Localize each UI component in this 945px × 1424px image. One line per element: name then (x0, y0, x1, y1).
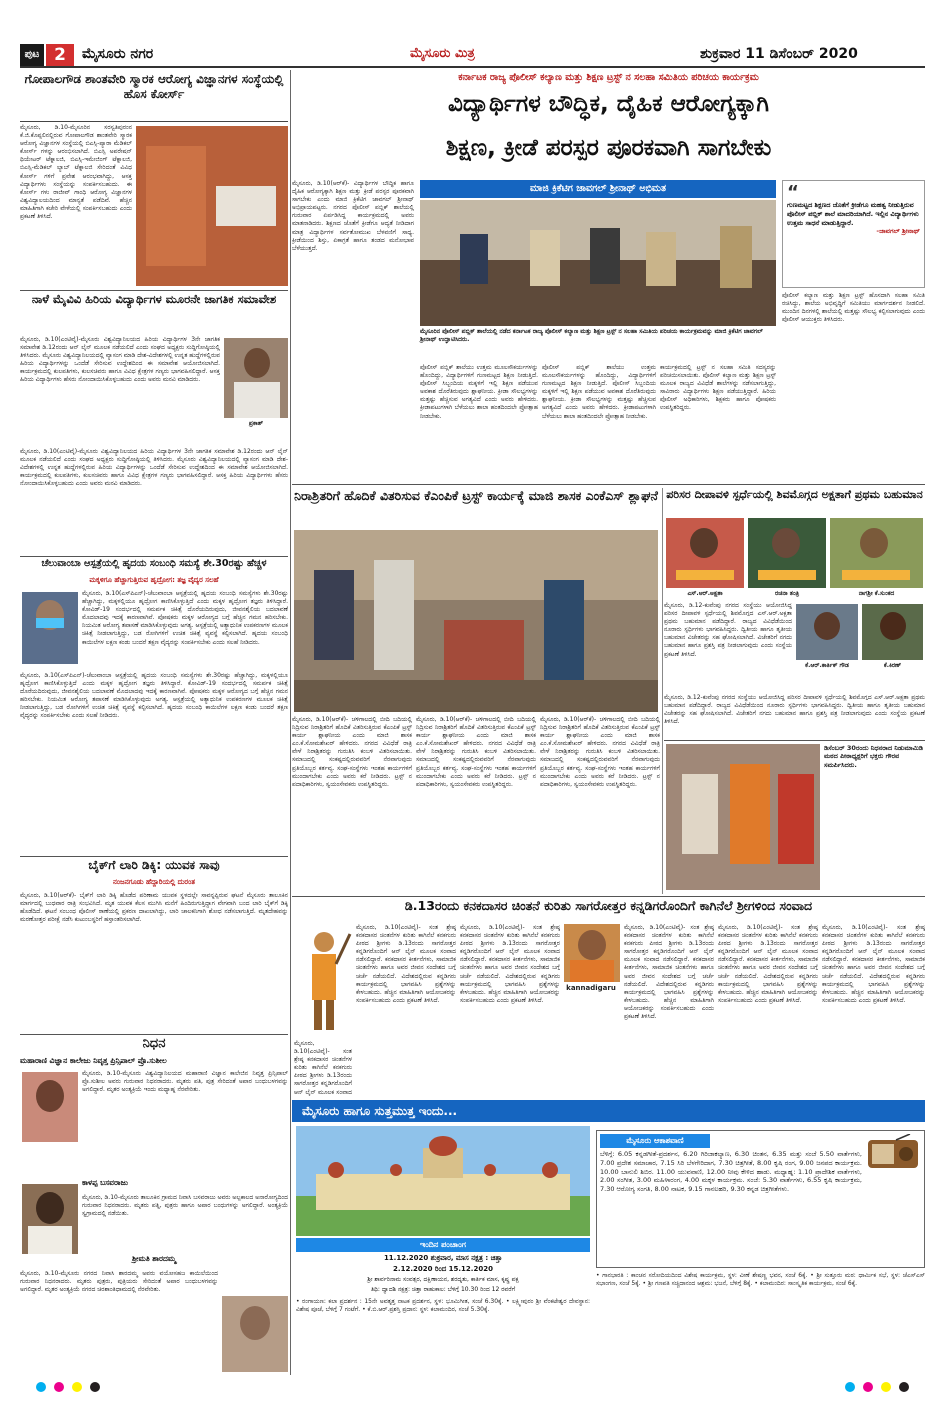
panchanga-bar: ಇಂದಿನ ಪಂಚಾಂಗ (296, 1238, 590, 1252)
cyan-mark-icon (845, 1382, 855, 1392)
lead-quote-box (782, 180, 925, 288)
quote-mark-icon: “ (787, 182, 799, 203)
listings-body: • ಗಾನಭಾರತಿ : ಕಾಂಚನ ಸರೋದಿಯದಿಂದ ವಿಶೇಷ ಕಾರ್ಯಕ್ರಮ, ಸ್ಥಳ: ವೀಣೆ ಶೇಷಣ್ಣ ಭವನ, ಸಂಜೆ 6ಕ್ಕೆ. • ಶ್ರೀ ಸುತ್ತೂರು ಮಠ: ಧಾರ್ಮಿಕ ಸಭೆ, ಸ್ಥಳ: ಜೆಎಸ್ಎಸ್ ಸಭಾಂಗಣ, ಸಂಜೆ 5ಕ್ಕೆ. • ಶ್ರೀ ಗಣಪತಿ ಸಚ್ಚಿದಾನಂದ ಆಶ್ರಮ: ಭಜನೆ, ಬೆಳಿಗ್ಗೆ 8ಕ್ಕೆ. • ಕಲಾಮಂದಿರ: ಸಾಂಸ್ಕೃತಿಕ ಕಾರ್ಯಕ್ರಮ, ಸಂಜೆ 6ಕ್ಕೆ. (596, 1272, 925, 1288)
paper-name: ಮೈಸೂರು ಮಿತ್ರ (410, 46, 475, 61)
column-rule (662, 488, 663, 894)
section-title: ಮೈಸೂರು ನಗರ (82, 46, 154, 62)
blanket-headline: ನಿರಾಶ್ರಿತರಿಗೆ ಹೊದಿಕೆ ವಿತರಿಸುವ ಕೆಎಂಪಿಕೆ ಟ್ರಸ್ಟ್ ಕಾರ್ಯಕ್ಕೆ ಮಾಜಿ ಶಾಸಕ ಎಂಕೆಎಸ್ ಶ್ಲಾಘನೆ (294, 488, 658, 503)
diwali-body: ಮೈಸೂರು, ಡಿ.12-ಕುವೆಂಪು ನಗರದ ಸಂಸ್ಥೆಯು ಆಯೋಜಿಸಿದ್ದ ಪರಿಸರ ದೀಪಾವಳಿ ಸ್ಪರ್ಧೆಯಲ್ಲಿ ಶಿವಮೊಗ್ಗದ ಎಸ್.ಆರ್.ಅಕ್ಷತಾ ಪ್ರಥಮ ಬಹುಮಾನ ಪಡೆದಿದ್ದಾರೆ. ರಾಜ್ಯದ ವಿವಿಧೆಡೆಯಿಂದ ನೂರಾರು ಸ್ಪರ್ಧಿಗಳು ಭಾಗವಹಿಸಿದ್ದರು. ದ್ವಿತೀಯ ಹಾಗೂ ತೃತೀಯ ಬಹುಮಾನ ವಿಜೇತರನ್ನು ಸಹ ಘೋಷಿಸಲಾಗಿದೆ. ವಿಜೇತರಿಗೆ ನಗದು ಬಹುಮಾನ ಹಾಗೂ ಪ್ರಶಸ್ತಿ ಪತ್ರ ನೀಡಲಾಗುವುದು ಎಂದು ಸಂಸ್ಥೆಯ ಪ್ರಕಟಣೆ ತಿಳಿಸಿದೆ. (664, 602, 792, 658)
divider (20, 290, 288, 291)
events-body: • ರಂಗಾಯಣ: ಕಲಾ ಪ್ರದರ್ಶನ : 15ನೇ ಅವತೃತ್ತ ನಾಟಕ ಪ್ರದರ್ಶನ, ಸ್ಥಳ: ಭೂಮಿಗೀತ, ಸಂಜೆ 6.30ಕ್ಕೆ. • ಲಕ್ಷ್ಮೀಪುರಂ ಶ್ರೀ ವೆಂಕಟೇಶ್ವರ ದೇವಸ್ಥಾನ: ವಿಶೇಷ ಪೂಜೆ, ಬೆಳಿಗ್ಗೆ 7 ಗಂಟೆಗೆ. • ಕೆ.ಬಿ.ಆರ್.ಪ್ರಶಸ್ತಿ ಪ್ರದಾನ: ಸ್ಥಳ: ಕಲಾಮಂದಿರ, ಸಂಜೆ 5.30ಕ್ಕೆ. (296, 1298, 590, 1314)
story-accident-subhead: ನಂಜನಗೂಡು ಹೆದ್ದಾರಿಯಲ್ಲಿ ದುರಂತ (113, 878, 195, 886)
radio-body: ಬೆಳಿಗ್ಗೆ: 6.05 ಕನ್ನಡಗೀತೆ-ಪ್ರದರ್ಶನ, 6.20 ಗಿರಿಜಾಕಲ್ಯಾಣ, 6.30 ಚಿಂತನ, 6.35 ಮತ್ತು ಸಂಜೆ 5.50 ವಾರ್ತೆಗಳು, 7.00 ಪ್ರದೇಶ ಸಮಾಚಾರ, 7.15 ಸಿರಿ ಬೆಳಗೇರಿದಾಗ, 7.30 ಚಿತ್ರಗೀತೆ, 8.00 ಕೃಷಿ ರಂಗ, 9.00 ಜನಪದ ಕಾರ್ಯಕ್ರಮ. 10.00 ಬಾನುಲಿ ಶಿಬಿರ. 11.00 ಯುವವಾಣಿ, 12.00 ನೀವು ಕೇಳಿದ ಹಾಡು. ಮಧ್ಯಾಹ್ನ: 1.10 ಪ್ರಾದೇಶಿಕ ವಾರ್ತೆಗಳು, 2.00 ಸಂಗೀತ, 3.00 ಮಹಿಳಾರಂಗ, 4.00 ಮಕ್ಕಳ ಕಾರ್ಯಕ್ರಮ. ಸಂಜೆ: 5.30 ವಾರ್ತೆಗಳು, 6.55 ಕೃಷಿ ಕಾರ್ಯಕ್ರಮ, 7.30 ಆರೋಗ್ಯ ಸಂಗತಿ, 8.00 ನಾಟಕ, 9.15 ಗಾನಲಹರಿ, 9.30 ಕನ್ನಡ ಚಿತ್ರಗೀತೆಗಳು. (600, 1150, 862, 1194)
story-accident-body: ಮೈಸೂರು, ಡಿ.10(ಆರ್‌ಕೆ)- ಬೈಕ್‌ಗೆ ಲಾರಿ ಡಿಕ್ಕಿ ಹೊಡೆದ ಪರಿಣಾಮ ಯುವಕ ಸ್ಥಳದಲ್ಲೇ ಸಾವನ್ನಪ್ಪಿರುವ ಘಟನೆ ಮೈಸೂರು ತಾಲೂಕಿನ ಮಾರ್ಗದಲ್ಲಿ ಬುಧವಾರ ರಾತ್ರಿ ಸಂಭವಿಸಿದೆ. ಮೃತ ಯುವಕ ಕೆಲಸ ಮುಗಿಸಿ ಮನೆಗೆ ಹಿಂದಿರುಗುತ್ತಿದ್ದಾಗ ವೇಗವಾಗಿ ಬಂದ ಲಾರಿ ಬೈಕ್‌ಗೆ ಡಿಕ್ಕಿ ಹೊಡೆದಿದೆ. ಘಟನೆ ಸಂಬಂಧ ಪೊಲೀಸ್ ಠಾಣೆಯಲ್ಲಿ ಪ್ರಕರಣ ದಾಖಲಾಗಿದ್ದು, ಲಾರಿ ಚಾಲಕನಿಗಾಗಿ ಶೋಧ ನಡೆಸಲಾಗುತ್ತಿದೆ. ಮೃತದೇಹವನ್ನು ಮರಣೋತ್ತರ ಪರೀಕ್ಷೆ ನಡೆಸಿ ಕುಟುಂಬಸ್ಥರಿಗೆ ಹಸ್ತಾಂತರಿಸಲಾಗಿದೆ. (20, 892, 288, 924)
divider (20, 1034, 288, 1035)
story-heart-headline: ಚೆಲುವಾಂಬಾ ಆಸ್ಪತ್ರೆಯಲ್ಲಿ ಹೃದಯ ಸಂಬಂಧಿ ಸಮಸ್ಯೆ ಶೇ.30ರಷ್ಟು ಹೆಚ್ಚಳ (41, 558, 267, 569)
winner-2-caption: ರಚನಾ ತಂತ್ರಿ (774, 590, 800, 597)
lead-body-col3: ಕಾರ್ಯಕ್ರಮದಲ್ಲಿ ಟ್ರಸ್ಟ್ ನ ಸಲಹಾ ಸಮಿತಿ ಸದಸ್ಯರನ್ನು ಪರಿಚಯಿಸಲಾಯಿತು. ಪೊಲೀಸ್ ಕಲ್ಯಾಣ ಮತ್ತು ಶಿಕ್ಷಣ ಟ್ರಸ್ಟ್ ಮೂಲಕ ರಾಜ್ಯದ ವಿವಿಧೆಡೆ ಶಾಲೆಗಳನ್ನು ನಡೆಸಲಾಗುತ್ತಿದ್ದು, ಸಾವಿರಾರು ವಿದ್ಯಾರ್ಥಿಗಳು ಶಿಕ್ಷಣ ಪಡೆಯುತ್ತಿದ್ದಾರೆ. ಹಿರಿಯ ಪೊಲೀಸ್ ಅಧಿಕಾರಿಗಳು, ಶಿಕ್ಷಕರು ಹಾಗೂ ಪೋಷಕರು ಉಪಸ್ಥಿತರಿದ್ದರು. (660, 364, 776, 412)
doctor-photo (22, 592, 78, 664)
kanaka-body-col0: ಮೈಸೂರು, ಡಿ.10(ಎಂಟಿವೈ)- ಸಂತ ಶ್ರೇಷ್ಠ ಕನಕದಾಸರ ಚಿಂತನೆಗಳ ಕುರಿತು ಕಾಗಿನೆಲೆ ಕನಕಗುರು ಪೀಠದ ಶ್ರೀಗಳು ಡಿ.13ರಂದು ಸಾಗರೋತ್ತರ ಕನ್ನಡಿಗರೊಂದಿಗೆ ಆನ್ ಲೈನ್ ಮೂಲಕ ಸಂವಾದ (294, 1040, 352, 1096)
divider (664, 740, 925, 741)
story-heart-subhead: ಮಕ್ಕಳಿಗೂ ಹೆಚ್ಚಾಗುತ್ತಿರುವ ಹೃದ್ರೋಗ: ತಜ್ಞ ವೈದ್ಯರ ಸಲಹೆ (89, 576, 219, 584)
building-photo (136, 126, 288, 286)
kanaka-body-col3: ಮೈಸೂರು, ಡಿ.10(ಎಂಟಿವೈ)- ಸಂತ ಶ್ರೇಷ್ಠ ಕನಕದಾಸರ ಚಿಂತನೆಗಳ ಕುರಿತು ಕಾಗಿನೆಲೆ ಕನಕಗುರು ಪೀಠದ ಶ್ರೀಗಳು ಡಿ.13ರಂದು ಸಾಗರೋತ್ತರ ಕನ್ನಡಿಗರೊಂದಿಗೆ ಆನ್ ಲೈನ್ ಮೂಲಕ ಸಂವಾದ ನಡೆಸಲಿದ್ದಾರೆ. ಕನಕದಾಸರ ಕೀರ್ತನೆಗಳು, ಸಾಮಾಜಿಕ ಚಿಂತನೆಗಳು ಹಾಗೂ ಅವರ ಜೀವನ ಸಂದೇಶದ ಬಗ್ಗೆ ಚರ್ಚೆ ನಡೆಯಲಿದೆ. ವಿದೇಶದಲ್ಲಿರುವ ಕನ್ನಡಿಗರು ಕಾರ್ಯಕ್ರಮದಲ್ಲಿ ಭಾಗವಹಿಸಿ ಪ್ರಶ್ನೆಗಳನ್ನು ಕೇಳಬಹುದು. ಹೆಚ್ಚಿನ ಮಾಹಿತಿಗಾಗಿ ಆಯೋಜಕರನ್ನು ಸಂಪರ್ಕಿಸಬಹುದು ಎಂದು ಪ್ರಕಟಣೆ ತಿಳಿಸಿದೆ. (624, 924, 714, 1021)
divider (292, 484, 925, 485)
lead-body-col2: ಪೊಲೀಸ್ ಪಬ್ಲಿಕ್ ಶಾಲೆಯು ಉತ್ತಮ ಮೂಲಸೌಕರ್ಯಗಳನ್ನು ಹೊಂದಿದ್ದು, ವಿದ್ಯಾರ್ಥಿಗಳಿಗೆ ಗುಣಮಟ್ಟದ ಶಿಕ್ಷಣ ನೀಡುತ್ತಿದೆ. ಪೊಲೀಸ್ ಸಿಬ್ಬಂದಿಯ ಮಕ್ಕಳಿಗೆ ಇಲ್ಲಿ ಶಿಕ್ಷಣ ಪಡೆಯುವ ಅವಕಾಶ ದೊರೆತಿರುವುದು ಶ್ಲಾಘನೀಯ. ಕ್ರೀಡಾ ಸೌಲಭ್ಯಗಳನ್ನು ಮತ್ತಷ್ಟು ಹೆಚ್ಚಿಸುವ ಅಗತ್ಯವಿದೆ ಎಂದು ಅವರು ಹೇಳಿದರು. ಕ್ರೀಡಾಪಟುಗಳಾಗಿ ಬೆಳೆಯಲು ಶಾಲಾ ಹಂತದಿಂದಲೇ ಪ್ರೋತ್ಸಾಹ ನೀಡಬೇಕು. (420, 364, 538, 420)
kanaka-body-col1: ಮೈಸೂರು, ಡಿ.10(ಎಂಟಿವೈ)- ಸಂತ ಶ್ರೇಷ್ಠ ಕನಕದಾಸರ ಚಿಂತನೆಗಳ ಕುರಿತು ಕಾಗಿನೆಲೆ ಕನಕಗುರು ಪೀಠದ ಶ್ರೀಗಳು ಡಿ.13ರಂದು ಸಾಗರೋತ್ತರ ಕನ್ನಡಿಗರೊಂದಿಗೆ ಆನ್ ಲೈನ್ ಮೂಲಕ ಸಂವಾದ ನಡೆಸಲಿದ್ದಾರೆ. ಕನಕದಾಸರ ಕೀರ್ತನೆಗಳು, ಸಾಮಾಜಿಕ ಚಿಂತನೆಗಳು ಹಾಗೂ ಅವರ ಜೀವನ ಸಂದೇಶದ ಬಗ್ಗೆ ಚರ್ಚೆ ನಡೆಯಲಿದೆ. ವಿದೇಶದಲ್ಲಿರುವ ಕನ್ನಡಿಗರು ಕಾರ್ಯಕ್ರಮದಲ್ಲಿ ಭಾಗವಹಿಸಿ ಪ್ರಶ್ನೆಗಳನ್ನು ಕೇಳಬಹುದು. ಹೆಚ್ಚಿನ ಮಾಹಿತಿಗಾಗಿ ಆಯೋಜಕರನ್ನು ಸಂಪರ್ಕಿಸಬಹುದು ಎಂದು ಪ್ರಕಟಣೆ ತಿಳಿಸಿದೆ. (356, 924, 456, 1004)
lead-headline-2: ಶಿಕ್ಷಣ, ಕ್ರೀಡೆ ಪರಸ್ಪರ ಪೂರಕವಾಗಿ ಸಾಗಬೇಕು (445, 135, 772, 161)
winner-3-photo (830, 518, 923, 588)
blanket-photo (294, 530, 658, 712)
cyan-mark-icon (36, 1382, 46, 1392)
story-heart-body-cont: ಮೈಸೂರು, ಡಿ.10(ಎಸ್‌ಪಿಎನ್)-ಚೆಲುವಾಂಬಾ ಆಸ್ಪತ್ರೆಯಲ್ಲಿ ಹೃದಯ ಸಂಬಂಧಿ ಸಮಸ್ಯೆಗಳು ಶೇ.30ರಷ್ಟು ಹೆಚ್ಚಾಗಿದ್ದು, ಮಕ್ಕಳಲ್ಲಿಯೂ ಹೃದ್ರೋಗ ಕಾಣಿಸಿಕೊಳ್ಳುತ್ತಿದೆ ಎಂದು ಮಕ್ಕಳ ಹೃದ್ರೋಗ ತಜ್ಞರು ತಿಳಿಸಿದ್ದಾರೆ. ಕೋವಿಡ್-19 ಸಂದರ್ಭದಲ್ಲಿ ಸಮರ್ಪಕ ಚಿಕಿತ್ಸೆ ದೊರೆಯದಿರುವುದು, ಜೀವನಶೈಲಿಯ ಬದಲಾವಣೆ ಮೊದಲಾದವು ಇದಕ್ಕೆ ಕಾರಣವಾಗಿವೆ. ಪೋಷಕರು ಮಕ್ಕಳ ಆರೋಗ್ಯದ ಬಗ್ಗೆ ಹೆಚ್ಚಿನ ಗಮನ ಹರಿಸಬೇಕು. ನಿಯಮಿತ ಆರೋಗ್ಯ ತಪಾಸಣೆ ಮಾಡಿಸಿಕೊಳ್ಳುವುದು ಅಗತ್ಯ. ಆಸ್ಪತ್ರೆಯಲ್ಲಿ ಅತ್ಯಾಧುನಿಕ ಉಪಕರಣಗಳ ಮೂಲಕ ಚಿಕಿತ್ಸೆ ನೀಡಲಾಗುತ್ತಿದ್ದು, ಬಡ ರೋಗಿಗಳಿಗೆ ಉಚಿತ ಚಿಕಿತ್ಸೆ ವ್ಯವಸ್ಥೆ ಕಲ್ಪಿಸಲಾಗಿದೆ. ಹೃದಯ ಸಂಬಂಧಿ ಕಾಯಿಲೆಗಳ ಲಕ್ಷಣ ಕಂಡು ಬಂದರೆ ತಕ್ಷಣ ವೈದ್ಯರನ್ನು ಸಂಪರ್ಕಿಸಬೇಕು ಎಂದು ಸಲಹೆ ನೀಡಿದರು. (20, 672, 288, 720)
kanaka-headline: ಡಿ.13ರಂದು ಕನಕದಾಸರ ಚಿಂತನೆ ಕುರಿತು ಸಾಗರೋತ್ತರ ಕನ್ನಡಿಗರೊಂದಿಗೆ ಕಾಗಿನೆಲೆ ಶ್ರೀಗಳಿಂದ ಸಂವಾದ (404, 898, 813, 913)
lead-quote-attribution: -ಜಾವಗಲ್ ಶ್ರೀನಾಥ್ (876, 227, 920, 236)
diwali-body-cont: ಮೈಸೂರು, ಡಿ.12-ಕುವೆಂಪು ನಗರದ ಸಂಸ್ಥೆಯು ಆಯೋಜಿಸಿದ್ದ ಪರಿಸರ ದೀಪಾವಳಿ ಸ್ಪರ್ಧೆಯಲ್ಲಿ ಶಿವಮೊಗ್ಗದ ಎಸ್.ಆರ್.ಅಕ್ಷತಾ ಪ್ರಥಮ ಬಹುಮಾನ ಪಡೆದಿದ್ದಾರೆ. ರಾಜ್ಯದ ವಿವಿಧೆಡೆಯಿಂದ ನೂರಾರು ಸ್ಪರ್ಧಿಗಳು ಭಾಗವಹಿಸಿದ್ದರು. ದ್ವಿತೀಯ ಹಾಗೂ ತೃತೀಯ ಬಹುಮಾನ ವಿಜೇತರನ್ನು ಸಹ ಘೋಷಿಸಲಾಗಿದೆ. ವಿಜೇತರಿಗೆ ನಗದು ಬಹುಮಾನ ಹಾಗೂ ಪ್ರಶಸ್ತಿ ಪತ್ರ ನೀಡಲಾಗುವುದು ಎಂದು ಸಂಸ್ಥೆಯ ಪ್ರಕಟಣೆ ತಿಳಿಸಿದೆ. (664, 694, 925, 726)
swamiji-photo (666, 744, 820, 890)
diwali-headline: ಪರಿಸರ ದೀಪಾವಳಿ ಸ್ಪರ್ಧೆಯಲ್ಲಿ ಶಿವಮೊಗ್ಗದ ಅಕ್ಷತಾಗೆ ಪ್ರಥಮ ಬಹುಮಾನ (666, 488, 923, 501)
palace-illustration (296, 1126, 590, 1236)
blanket-body-col3: ಮೈಸೂರು, ಡಿ.10(ಆರ್‌ಕೆ)- ಚಳಿಗಾಲದಲ್ಲಿ ಬೀದಿ ಬದಿಯಲ್ಲಿ ನಿದ್ರಿಸುವ ನಿರಾಶ್ರಿತರಿಗೆ ಹೊದಿಕೆ ವಿತರಿಸುತ್ತಿರುವ ಕೆಎಂಪಿಕೆ ಟ್ರಸ್ಟ್ ಕಾರ್ಯ ಶ್ಲಾಘನೀಯ ಎಂದು ಮಾಜಿ ಶಾಸಕ ಎಂ.ಕೆ.ಸೋಮಶೇಖರ್ ಹೇಳಿದರು. ನಗರದ ವಿವಿಧೆಡೆ ರಾತ್ರಿ ವೇಳೆ ನಿರಾಶ್ರಿತರನ್ನು ಗುರುತಿಸಿ ಕಂಬಳಿ ವಿತರಿಸಲಾಯಿತು. ಸಮಾಜದಲ್ಲಿ ಸಂಕಷ್ಟದಲ್ಲಿರುವವರಿಗೆ ನೆರವಾಗುವುದು ಪ್ರತಿಯೊಬ್ಬರ ಕರ್ತವ್ಯ. ಸಂಘ-ಸಂಸ್ಥೆಗಳು ಇಂತಹ ಕಾರ್ಯಗಳಿಗೆ ಮುಂದಾಗಬೇಕು ಎಂದು ಅವರು ಕರೆ ನೀಡಿದರು. ಟ್ರಸ್ಟ್ ನ ಪದಾಧಿಕಾರಿಗಳು, ಸ್ವಯಂಸೇವಕರು ಉಪಸ್ಥಿತರಿದ್ದರು. (540, 716, 660, 788)
radio-title: ಮೈಸೂರು ಆಕಾಶವಾಣಿ (600, 1134, 710, 1148)
yellow-mark-icon (72, 1382, 82, 1392)
story-alumni-body-cont: ಮೈಸೂರು, ಡಿ.10(ಎಂಟಿವೈ)-ಮೈಸೂರು ವಿಶ್ವವಿದ್ಯಾನಿಲಯದ ಹಿರಿಯ ವಿದ್ಯಾರ್ಥಿಗಳ 3ನೇ ಜಾಗತಿಕ ಸಮಾವೇಶ ಡಿ.12ರಂದು ಆನ್ ಲೈನ್ ಮೂಲಕ ನಡೆಯಲಿದೆ ಎಂದು ಸಂಘದ ಅಧ್ಯಕ್ಷರು ಸುದ್ದಿಗೋಷ್ಠಿಯಲ್ಲಿ ತಿಳಿಸಿದರು. ಮೈಸೂರು ವಿಶ್ವವಿದ್ಯಾನಿಲಯದಲ್ಲಿ ವ್ಯಾಸಂಗ ಮಾಡಿ ದೇಶ-ವಿದೇಶಗಳಲ್ಲಿ ಉನ್ನತ ಹುದ್ದೆಗಳಲ್ಲಿರುವ ಹಿರಿಯ ವಿದ್ಯಾರ್ಥಿಗಳನ್ನು ಒಂದೆಡೆ ಸೇರಿಸುವ ಉದ್ದೇಶದಿಂದ ಈ ಸಮಾವೇಶ ಆಯೋಜಿಸಲಾಗಿದೆ. ಕಾರ್ಯಕ್ರಮದಲ್ಲಿ ಕುಲಪತಿಗಳು, ಕುಲಸಚಿವರು ಹಾಗೂ ವಿವಿಧ ಕ್ಷೇತ್ರಗಳ ಗಣ್ಯರು ಭಾಗವಹಿಸಲಿದ್ದಾರೆ. ಆಸಕ್ತ ಹಿರಿಯ ವಿದ್ಯಾರ್ಥಿಗಳು ಹೆಸರು ನೋಂದಾಯಿಸಿಕೊಳ್ಳಬಹುದು ಎಂದು ಅವರು ಮನವಿ ಮಾಡಿದರು. (20, 448, 288, 488)
divider (20, 556, 288, 557)
obituary-2-name: ಕಾಳಪ್ಪ ಬಸವರಾಜು (82, 1178, 129, 1187)
obituary-3-name: ಶ್ರೀಮತಿ ಶಾರದಮ್ಮ (131, 1254, 177, 1263)
lead-headline-1: ವಿದ್ಯಾರ್ಥಿಗಳ ಬೌದ್ಧಿಕ, ದೈಹಿಕ ಆರೋಗ್ಯಕ್ಕಾಗಿ (448, 91, 769, 117)
obituary-1-photo (22, 1072, 78, 1142)
lead-body-col1: ಮೈಸೂರು, ಡಿ.10(ಆರ್‌ಕೆ)- ವಿದ್ಯಾರ್ಥಿಗಳ ಬೌದ್ಧಿಕ ಹಾಗೂ ದೈಹಿಕ ಆರೋಗ್ಯಕ್ಕಾಗಿ ಶಿಕ್ಷಣ ಮತ್ತು ಕ್ರೀಡೆ ಪರಸ್ಪರ ಪೂರಕವಾಗಿ ಸಾಗಬೇಕು ಎಂದು ಮಾಜಿ ಕ್ರಿಕೆಟಿಗ ಜಾವಗಲ್ ಶ್ರೀನಾಥ್ ಅಭಿಪ್ರಾಯಪಟ್ಟರು. ನಗರದ ಪೊಲೀಸ್ ಪಬ್ಲಿಕ್ ಶಾಲೆಯಲ್ಲಿ ಗುರುವಾರ ಏರ್ಪಡಿಸಿದ್ದ ಕಾರ್ಯಕ್ರಮದಲ್ಲಿ ಅವರು ಮಾತನಾಡಿದರು. ಶಿಕ್ಷಣದ ಜೊತೆಗೆ ಕ್ರೀಡೆಗೂ ಆದ್ಯತೆ ನೀಡಿದಾಗ ಮಾತ್ರ ವಿದ್ಯಾರ್ಥಿಗಳ ಸರ್ವತೋಮುಖ ಬೆಳವಣಿಗೆ ಸಾಧ್ಯ. ಕ್ರೀಡೆಯಿಂದ ಶಿಸ್ತು, ಏಕಾಗ್ರತೆ ಹಾಗೂ ತಂಡದ ಮನೋಭಾವ ಬೆಳೆಯುತ್ತದೆ. (292, 180, 414, 252)
winner-2-photo (748, 518, 826, 588)
winner-1-photo (666, 518, 744, 588)
portrait-photo (224, 338, 288, 418)
lead-body-col4: ಪೊಲೀಸ್ ಕಲ್ಯಾಣ ಮತ್ತು ಶಿಕ್ಷಣ ಟ್ರಸ್ಟ್ ಹೊಸದಾಗಿ ಸಲಹಾ ಸಮಿತಿ ರಚಿಸಿದ್ದು, ಶಾಲೆಯ ಅಭಿವೃದ್ಧಿಗೆ ಸಮಿತಿಯು ಮಾರ್ಗದರ್ಶನ ನೀಡಲಿದೆ. ಮುಂದಿನ ದಿನಗಳಲ್ಲಿ ಶಾಲೆಯಲ್ಲಿ ಮತ್ತಷ್ಟು ಸೌಲಭ್ಯ ಕಲ್ಪಿಸಲಾಗುವುದು ಎಂದು ಪೊಲೀಸ್ ಆಯುಕ್ತರು ತಿಳಿಸಿದರು. (782, 292, 925, 324)
obituary-3-body: ಮೈಸೂರು, ಡಿ.10-ಮೈಸೂರು ನಗರದ ನಿವಾಸಿ ಶಾರದಮ್ಮ ಅವರು ವಯೋಸಹಜ ಕಾಯಿಲೆಯಿಂದ ಗುರುವಾರ ನಿಧನರಾದರು. ಮೃತರು ಪುತ್ರರು, ಪುತ್ರಿಯರು ಸೇರಿದಂತೆ ಅಪಾರ ಬಂಧುಬಳಗವನ್ನು ಅಗಲಿದ್ದಾರೆ. ಮೃತರ ಅಂತ್ಯಕ್ರಿಯೆ ನಗರದ ಚಿರಶಾಂತಿಧಾಮದಲ್ಲಿ ನೆರವೇರಿತು. (20, 1270, 218, 1294)
lead-bar: ಮಾಜಿ ಕ್ರಿಕೆಟಿಗ ಜಾವಗಲ್ ಶ್ರೀನಾಥ್ ಅಭಿಮತ (420, 180, 776, 198)
swamiji-portrait (564, 924, 620, 982)
obituary-2-body: ಮೈಸೂರು, ಡಿ.10-ಮೈಸೂರು ತಾಲೂಕಿನ ಗ್ರಾಮದ ನಿವಾಸಿ ಬಸವರಾಜು ಅವರು ಅಲ್ಪಕಾಲದ ಅನಾರೋಗ್ಯದಿಂದ ಗುರುವಾರ ನಿಧನರಾದರು. ಮೃತರು ಪತ್ನಿ, ಪುತ್ರರು ಹಾಗೂ ಅಪಾರ ಬಂಧುಗಳನ್ನು ಅಗಲಿದ್ದಾರೆ. ಅಂತ್ಯಕ್ರಿಯೆ ಸ್ವಗ್ರಾಮದಲ್ಲಿ ನಡೆಯಿತು. (82, 1194, 288, 1218)
magenta-mark-icon (54, 1382, 64, 1392)
black-mark-icon (90, 1382, 100, 1392)
lead-quote: ಗುಣಮಟ್ಟದ ಶಿಕ್ಷಣದ ಜೊತೆಗೆ ಕ್ರೀಡೆಗೂ ಮಹತ್ವ ನೀಡುತ್ತಿರುವ ಪೊಲೀಸ್ ಪಬ್ಲಿಕ್ ಶಾಲೆ ಮಾದರಿಯಾಗಿದೆ. ಇಲ್ಲಿನ ವಿದ್ಯಾರ್ಥಿಗಳು ಉತ್ತಮ ಸಾಧನೆ ಮಾಡುತ್ತಿದ್ದಾರೆ. (787, 201, 919, 227)
obituary-1-body: ಮೈಸೂರು, ಡಿ.10-ಮೈಸೂರು ವಿಶ್ವವಿದ್ಯಾನಿಲಯದ ಮಹಾರಾಣಿ ವಿಜ್ಞಾನ ಕಾಲೇಜಿನ ನಿವೃತ್ತ ಪ್ರಿನ್ಸಿಪಾಲ್ ಪ್ರೊ.ಸುಶೀಲ ಅವರು ಗುರುವಾರ ನಿಧನರಾದರು. ಮೃತರು ಪತಿ, ಪುತ್ರ ಸೇರಿದಂತೆ ಅಪಾರ ಬಂಧುಬಳಗವನ್ನು ಅಗಲಿದ್ದಾರೆ. ಮೃತರ ಅಂತ್ಯಕ್ರಿಯೆ ಇಂದು ಮಧ್ಯಾಹ್ನ ನೆರವೇರಿತು. (82, 1070, 288, 1094)
page-number: 2 (46, 44, 74, 66)
kanaka-illustration (294, 924, 352, 1034)
panchanga-line-4: ತಿಥಿ: ದ್ವಾದಶಿ ನಕ್ಷತ್ರ: ಚಿತ್ತಾ ರಾಹುಕಾಲ: ಬೆಳಿಗ್ಗೆ 10.30 ರಿಂದ 12 ರವರೆಗೆ (370, 1286, 516, 1293)
kanaka-body-col5: ಮೈಸೂರು, ಡಿ.10(ಎಂಟಿವೈ)- ಸಂತ ಶ್ರೇಷ್ಠ ಕನಕದಾಸರ ಚಿಂತನೆಗಳ ಕುರಿತು ಕಾಗಿನೆಲೆ ಕನಕಗುರು ಪೀಠದ ಶ್ರೀಗಳು ಡಿ.13ರಂದು ಸಾಗರೋತ್ತರ ಕನ್ನಡಿಗರೊಂದಿಗೆ ಆನ್ ಲೈನ್ ಮೂಲಕ ಸಂವಾದ ನಡೆಸಲಿದ್ದಾರೆ. ಕನಕದಾಸರ ಕೀರ್ತನೆಗಳು, ಸಾಮಾಜಿಕ ಚಿಂತನೆಗಳು ಹಾಗೂ ಅವರ ಜೀವನ ಸಂದೇಶದ ಬಗ್ಗೆ ಚರ್ಚೆ ನಡೆಯಲಿದೆ. ವಿದೇಶದಲ್ಲಿರುವ ಕನ್ನಡಿಗರು ಕಾರ್ಯಕ್ರಮದಲ್ಲಿ ಭಾಗವಹಿಸಿ ಪ್ರಶ್ನೆಗಳನ್ನು ಕೇಳಬಹುದು. ಹೆಚ್ಚಿನ ಮಾಹಿತಿಗಾಗಿ ಆಯೋಜಕರನ್ನು ಸಂಪರ್ಕಿಸಬಹುದು ಎಂದು ಪ್ರಕಟಣೆ ತಿಳಿಸಿದೆ. (822, 924, 925, 1004)
portrait-caption: ಪ್ರಕಾಶ್ (248, 420, 264, 427)
page-label: ಪುಟ (20, 44, 44, 66)
lead-kicker: ಕರ್ನಾಟಕ ರಾಜ್ಯ ಪೊಲೀಸ್ ಕಲ್ಯಾಣ ಮತ್ತು ಶಿಕ್ಷಣ ಟ್ರಸ್ಟ್ ನ ಸಲಹಾ ಸಮಿತಿಯ ಪರಿಚಯ ಕಾರ್ಯಕ್ರಮ (458, 72, 759, 83)
winner-4-caption: ಕೆ.ಆರ್.ಕಾರ್ತಿಕ್ ಗೌಡ (805, 662, 849, 669)
kanaka-photo-caption: kannadigaru (566, 984, 616, 992)
lead-photo-caption: ಮೈಸೂರಿನ ಪೊಲೀಸ್ ಪಬ್ಲಿಕ್ ಶಾಲೆಯಲ್ಲಿ ನಡೆದ ಕರ್ನಾಟಕ ರಾಜ್ಯ ಪೊಲೀಸ್ ಕಲ್ಯಾಣ ಮತ್ತು ಶಿಕ್ಷಣ ಟ್ರಸ್ಟ್ ನ ಸಲಹಾ ಸಮಿತಿಯ ಪರಿಚಯ ಕಾರ್ಯಕ್ರಮವನ್ನು ಮಾಜಿ ಕ್ರಿಕೆಟಿಗ ಜಾವಗಲ್ ಶ್ರೀನಾಥ್ ಉದ್ಘಾಟಿಸಿದರು. (420, 328, 763, 343)
radio-icon (866, 1134, 920, 1170)
lead-photo (420, 200, 776, 326)
story-gopalagowda-body: ಮೈಸೂರು, ಡಿ.10-ಮೈಸೂರಿನ ಸರಸ್ವತಿಪುರಂನ ಕೆ.ಜಿ.ಕೊಪ್ಪಲಿನಲ್ಲಿರುವ ಗೋಪಾಲಗೌಡ ಶಾಂತವೇರಿ ಸ್ಮಾರಕ ಆರೋಗ್ಯ ವಿಜ್ಞಾನಗಳ ಸಂಸ್ಥೆಯಲ್ಲಿ ಬಿಎಸ್ಸಿ-ಪ್ಯಾರಾ ಮೆಡಿಕಲ್ ಕೋರ್ಸ್ ಗಳನ್ನು ಆರಂಭಿಸಲಾಗಿದೆ. ಬಿಎಸ್ಸಿ ಅಪರೇಷನ್ ಥಿಯೇಟರ್ ಟೆಕ್ನಾಲಜಿ, ಬಿಎಸ್ಸಿ-ಇಮೇಜಿಂಗ್ ಟೆಕ್ನಾಲಜಿ, ಬಿಎಸ್ಸಿ-ಮೆಡಿಕಲ್ ಲ್ಯಾಬ್ ಟೆಕ್ನಾಲಜಿ ಸೇರಿದಂತೆ ವಿವಿಧ ಕೋರ್ಸ್ ಗಳಿಗೆ ಪ್ರವೇಶ ಆರಂಭವಾಗಿದ್ದು, ಆಸಕ್ತ ವಿದ್ಯಾರ್ಥಿಗಳು ಸಂಸ್ಥೆಯನ್ನು ಸಂಪರ್ಕಿಸಬಹುದು. ಈ ಕೋರ್ಸ್ ಗಳು ರಾಜೀವ್ ಗಾಂಧಿ ಆರೋಗ್ಯ ವಿಜ್ಞಾನಗಳ ವಿಶ್ವವಿದ್ಯಾಲಯದಿಂದ ಮಾನ್ಯತೆ ಪಡೆದಿವೆ. ಹೆಚ್ಚಿನ ಮಾಹಿತಿಗಾಗಿ ಕಚೇರಿ ವೇಳೆಯಲ್ಲಿ ಸಂಪರ್ಕಿಸಬಹುದು ಎಂದು ಪ್ರಕಟಣೆ ತಿಳಿಸಿದೆ. (20, 124, 132, 221)
today-bar: ಮೈಸೂರು ಹಾಗೂ ಸುತ್ತಮುತ್ತ ಇಂದು... (292, 1100, 925, 1122)
blanket-body-col1: ಮೈಸೂರು, ಡಿ.10(ಆರ್‌ಕೆ)- ಚಳಿಗಾಲದಲ್ಲಿ ಬೀದಿ ಬದಿಯಲ್ಲಿ ನಿದ್ರಿಸುವ ನಿರಾಶ್ರಿತರಿಗೆ ಹೊದಿಕೆ ವಿತರಿಸುತ್ತಿರುವ ಕೆಎಂಪಿಕೆ ಟ್ರಸ್ಟ್ ಕಾರ್ಯ ಶ್ಲಾಘನೀಯ ಎಂದು ಮಾಜಿ ಶಾಸಕ ಎಂ.ಕೆ.ಸೋಮಶೇಖರ್ ಹೇಳಿದರು. ನಗರದ ವಿವಿಧೆಡೆ ರಾತ್ರಿ ವೇಳೆ ನಿರಾಶ್ರಿತರನ್ನು ಗುರುತಿಸಿ ಕಂಬಳಿ ವಿತರಿಸಲಾಯಿತು. ಸಮಾಜದಲ್ಲಿ ಸಂಕಷ್ಟದಲ್ಲಿರುವವರಿಗೆ ನೆರವಾಗುವುದು ಪ್ರತಿಯೊಬ್ಬರ ಕರ್ತವ್ಯ. ಸಂಘ-ಸಂಸ್ಥೆಗಳು ಇಂತಹ ಕಾರ್ಯಗಳಿಗೆ ಮುಂದಾಗಬೇಕು ಎಂದು ಅವರು ಕರೆ ನೀಡಿದರು. ಟ್ರಸ್ಟ್ ನ ಪದಾಧಿಕಾರಿಗಳು, ಸ್ವಯಂಸೇವಕರು ಉಪಸ್ಥಿತರಿದ್ದರು. (292, 716, 412, 788)
magenta-mark-icon (863, 1382, 873, 1392)
registration-strip (20, 1382, 925, 1394)
story-alumni-body: ಮೈಸೂರು, ಡಿ.10(ಎಂಟಿವೈ)-ಮೈಸೂರು ವಿಶ್ವವಿದ್ಯಾನಿಲಯದ ಹಿರಿಯ ವಿದ್ಯಾರ್ಥಿಗಳ 3ನೇ ಜಾಗತಿಕ ಸಮಾವೇಶ ಡಿ.12ರಂದು ಆನ್ ಲೈನ್ ಮೂಲಕ ನಡೆಯಲಿದೆ ಎಂದು ಸಂಘದ ಅಧ್ಯಕ್ಷರು ಸುದ್ದಿಗೋಷ್ಠಿಯಲ್ಲಿ ತಿಳಿಸಿದರು. ಮೈಸೂರು ವಿಶ್ವವಿದ್ಯಾನಿಲಯದಲ್ಲಿ ವ್ಯಾಸಂಗ ಮಾಡಿ ದೇಶ-ವಿದೇಶಗಳಲ್ಲಿ ಉನ್ನತ ಹುದ್ದೆಗಳಲ್ಲಿರುವ ಹಿರಿಯ ವಿದ್ಯಾರ್ಥಿಗಳನ್ನು ಒಂದೆಡೆ ಸೇರಿಸುವ ಉದ್ದೇಶದಿಂದ ಈ ಸಮಾವೇಶ ಆಯೋಜಿಸಲಾಗಿದೆ. ಕಾರ್ಯಕ್ರಮದಲ್ಲಿ ಕುಲಪತಿಗಳು, ಕುಲಸಚಿವರು ಹಾಗೂ ವಿವಿಧ ಕ್ಷೇತ್ರಗಳ ಗಣ್ಯರು ಭಾಗವಹಿಸಲಿದ್ದಾರೆ. ಆಸಕ್ತ ಹಿರಿಯ ವಿದ್ಯಾರ್ಥಿಗಳು ಹೆಸರು ನೋಂದಾಯಿಸಿಕೊಳ್ಳಬಹುದು ಎಂದು ಅವರು ಮನವಿ ಮಾಡಿದರು. (20, 336, 220, 384)
winner-3-caption: ನಾಗಶ್ರೀ ಕೆ.ಸುಂಕದ (858, 590, 895, 597)
winner-4-photo (796, 604, 858, 660)
obituary-2-photo (22, 1184, 78, 1254)
story-gopalagowda (20, 72, 288, 122)
story-accident-headline: ಬೈಕ್‌ಗೆ ಲಾರಿ ಡಿಕ್ಕಿ: ಯುವಕ ಸಾವು (88, 858, 220, 872)
winner-5-photo (862, 604, 923, 660)
story-gopalagowda-headline: ಗೋಪಾಲಗೌಡ ಶಾಂತವೇರಿ ಸ್ಮಾರಕ ಆರೋಗ್ಯ ವಿಜ್ಞಾನಗಳ ಸಂಸ್ಥೆಯಲ್ಲಿ ಹೊಸ ಕೋರ್ಸ್ (24, 72, 284, 101)
blanket-body-col2: ಮೈಸೂರು, ಡಿ.10(ಆರ್‌ಕೆ)- ಚಳಿಗಾಲದಲ್ಲಿ ಬೀದಿ ಬದಿಯಲ್ಲಿ ನಿದ್ರಿಸುವ ನಿರಾಶ್ರಿತರಿಗೆ ಹೊದಿಕೆ ವಿತರಿಸುತ್ತಿರುವ ಕೆಎಂಪಿಕೆ ಟ್ರಸ್ಟ್ ಕಾರ್ಯ ಶ್ಲಾಘನೀಯ ಎಂದು ಮಾಜಿ ಶಾಸಕ ಎಂ.ಕೆ.ಸೋಮಶೇಖರ್ ಹೇಳಿದರು. ನಗರದ ವಿವಿಧೆಡೆ ರಾತ್ರಿ ವೇಳೆ ನಿರಾಶ್ರಿತರನ್ನು ಗುರುತಿಸಿ ಕಂಬಳಿ ವಿತರಿಸಲಾಯಿತು. ಸಮಾಜದಲ್ಲಿ ಸಂಕಷ್ಟದಲ್ಲಿರುವವರಿಗೆ ನೆರವಾಗುವುದು ಪ್ರತಿಯೊಬ್ಬರ ಕರ್ತವ್ಯ. ಸಂಘ-ಸಂಸ್ಥೆಗಳು ಇಂತಹ ಕಾರ್ಯಗಳಿಗೆ ಮುಂದಾಗಬೇಕು ಎಂದು ಅವರು ಕರೆ ನೀಡಿದರು. ಟ್ರಸ್ಟ್ ನ ಪದಾಧಿಕಾರಿಗಳು, ಸ್ವಯಂಸೇವಕರು ಉಪಸ್ಥಿತರಿದ್ದರು. (416, 716, 536, 788)
obituary-title: ನಿಧನ (142, 1036, 166, 1051)
divider (292, 896, 925, 897)
lead-body-col2b: ಪೊಲೀಸ್ ಪಬ್ಲಿಕ್ ಶಾಲೆಯು ಉತ್ತಮ ಮೂಲಸೌಕರ್ಯಗಳನ್ನು ಹೊಂದಿದ್ದು, ವಿದ್ಯಾರ್ಥಿಗಳಿಗೆ ಗುಣಮಟ್ಟದ ಶಿಕ್ಷಣ ನೀಡುತ್ತಿದೆ. ಪೊಲೀಸ್ ಸಿಬ್ಬಂದಿಯ ಮಕ್ಕಳಿಗೆ ಇಲ್ಲಿ ಶಿಕ್ಷಣ ಪಡೆಯುವ ಅವಕಾಶ ದೊರೆತಿರುವುದು ಶ್ಲಾಘನೀಯ. ಕ್ರೀಡಾ ಸೌಲಭ್ಯಗಳನ್ನು ಮತ್ತಷ್ಟು ಹೆಚ್ಚಿಸುವ ಅಗತ್ಯವಿದೆ ಎಂದು ಅವರು ಹೇಳಿದರು. ಕ್ರೀಡಾಪಟುಗಳಾಗಿ ಬೆಳೆಯಲು ಶಾಲಾ ಹಂತದಿಂದಲೇ ಪ್ರೋತ್ಸಾಹ ನೀಡಬೇಕು. (542, 364, 656, 420)
issue-date: ಶುಕ್ರವಾರ 11 ಡಿಸೆಂಬರ್ 2020 (700, 46, 858, 62)
kanaka-body-col4: ಮೈಸೂರು, ಡಿ.10(ಎಂಟಿವೈ)- ಸಂತ ಶ್ರೇಷ್ಠ ಕನಕದಾಸರ ಚಿಂತನೆಗಳ ಕುರಿತು ಕಾಗಿನೆಲೆ ಕನಕಗುರು ಪೀಠದ ಶ್ರೀಗಳು ಡಿ.13ರಂದು ಸಾಗರೋತ್ತರ ಕನ್ನಡಿಗರೊಂದಿಗೆ ಆನ್ ಲೈನ್ ಮೂಲಕ ಸಂವಾದ ನಡೆಸಲಿದ್ದಾರೆ. ಕನಕದಾಸರ ಕೀರ್ತನೆಗಳು, ಸಾಮಾಜಿಕ ಚಿಂತನೆಗಳು ಹಾಗೂ ಅವರ ಜೀವನ ಸಂದೇಶದ ಬಗ್ಗೆ ಚರ್ಚೆ ನಡೆಯಲಿದೆ. ವಿದೇಶದಲ್ಲಿರುವ ಕನ್ನಡಿಗರು ಕಾರ್ಯಕ್ರಮದಲ್ಲಿ ಭಾಗವಹಿಸಿ ಪ್ರಶ್ನೆಗಳನ್ನು ಕೇಳಬಹುದು. ಹೆಚ್ಚಿನ ಮಾಹಿತಿಗಾಗಿ ಆಯೋಜಕರನ್ನು ಸಂಪರ್ಕಿಸಬಹುದು ಎಂದು ಪ್ರಕಟಣೆ ತಿಳಿಸಿದೆ. (718, 924, 818, 1004)
panchanga-line-1: 11.12.2020 ಶುಕ್ರವಾರ, ಮಾಸ ನಕ್ಷತ್ರ : ಚಿತ್ತಾ (383, 1254, 503, 1262)
winner-1-caption: ಎಸ್.ಆರ್.ಅಕ್ಷತಾ (687, 590, 723, 597)
story-heart-body: ಮೈಸೂರು, ಡಿ.10(ಎಸ್‌ಪಿಎನ್)-ಚೆಲುವಾಂಬಾ ಆಸ್ಪತ್ರೆಯಲ್ಲಿ ಹೃದಯ ಸಂಬಂಧಿ ಸಮಸ್ಯೆಗಳು ಶೇ.30ರಷ್ಟು ಹೆಚ್ಚಾಗಿದ್ದು, ಮಕ್ಕಳಲ್ಲಿಯೂ ಹೃದ್ರೋಗ ಕಾಣಿಸಿಕೊಳ್ಳುತ್ತಿದೆ ಎಂದು ಮಕ್ಕಳ ಹೃದ್ರೋಗ ತಜ್ಞರು ತಿಳಿಸಿದ್ದಾರೆ. ಕೋವಿಡ್-19 ಸಂದರ್ಭದಲ್ಲಿ ಸಮರ್ಪಕ ಚಿಕಿತ್ಸೆ ದೊರೆಯದಿರುವುದು, ಜೀವನಶೈಲಿಯ ಬದಲಾವಣೆ ಮೊದಲಾದವು ಇದಕ್ಕೆ ಕಾರಣವಾಗಿವೆ. ಪೋಷಕರು ಮಕ್ಕಳ ಆರೋಗ್ಯದ ಬಗ್ಗೆ ಹೆಚ್ಚಿನ ಗಮನ ಹರಿಸಬೇಕು. ನಿಯಮಿತ ಆರೋಗ್ಯ ತಪಾಸಣೆ ಮಾಡಿಸಿಕೊಳ್ಳುವುದು ಅಗತ್ಯ. ಆಸ್ಪತ್ರೆಯಲ್ಲಿ ಅತ್ಯಾಧುನಿಕ ಉಪಕರಣಗಳ ಮೂಲಕ ಚಿಕಿತ್ಸೆ ನೀಡಲಾಗುತ್ತಿದ್ದು, ಬಡ ರೋಗಿಗಳಿಗೆ ಉಚಿತ ಚಿಕಿತ್ಸೆ ವ್ಯವಸ್ಥೆ ಕಲ್ಪಿಸಲಾಗಿದೆ. ಹೃದಯ ಸಂಬಂಧಿ ಕಾಯಿಲೆಗಳ ಲಕ್ಷಣ ಕಂಡು ಬಂದರೆ ತಕ್ಷಣ ವೈದ್ಯರನ್ನು ಸಂಪರ್ಕಿಸಬೇಕು ಎಂದು ಸಲಹೆ ನೀಡಿದರು. (82, 590, 288, 646)
divider (20, 856, 288, 857)
yellow-mark-icon (881, 1382, 891, 1392)
kanaka-body-col2: ಮೈಸೂರು, ಡಿ.10(ಎಂಟಿವೈ)- ಸಂತ ಶ್ರೇಷ್ಠ ಕನಕದಾಸರ ಚಿಂತನೆಗಳ ಕುರಿತು ಕಾಗಿನೆಲೆ ಕನಕಗುರು ಪೀಠದ ಶ್ರೀಗಳು ಡಿ.13ರಂದು ಸಾಗರೋತ್ತರ ಕನ್ನಡಿಗರೊಂದಿಗೆ ಆನ್ ಲೈನ್ ಮೂಲಕ ಸಂವಾದ ನಡೆಸಲಿದ್ದಾರೆ. ಕನಕದಾಸರ ಕೀರ್ತನೆಗಳು, ಸಾಮಾಜಿಕ ಚಿಂತನೆಗಳು ಹಾಗೂ ಅವರ ಜೀವನ ಸಂದೇಶದ ಬಗ್ಗೆ ಚರ್ಚೆ ನಡೆಯಲಿದೆ. ವಿದೇಶದಲ್ಲಿರುವ ಕನ್ನಡಿಗರು ಕಾರ್ಯಕ್ರಮದಲ್ಲಿ ಭಾಗವಹಿಸಿ ಪ್ರಶ್ನೆಗಳನ್ನು ಕೇಳಬಹುದು. ಹೆಚ್ಚಿನ ಮಾಹಿತಿಗಾಗಿ ಆಯೋಜಕರನ್ನು ಸಂಪರ್ಕಿಸಬಹುದು ಎಂದು ಪ್ರಕಟಣೆ ತಿಳಿಸಿದೆ. (460, 924, 560, 1004)
column-rule (290, 70, 291, 1375)
obituary-1-name: ಮಹಾರಾಣಿ ವಿಜ್ಞಾನ ಕಾಲೇಜು ನಿವೃತ್ತ ಪ್ರಿನ್ಸಿಪಾಲ್ ಪ್ರೊ.ಸುಶೀಲ (20, 1056, 167, 1065)
black-mark-icon (899, 1382, 909, 1392)
panchanga-line-2: 2.12.2020 ರಿಂದ 15.12.2020 (393, 1265, 493, 1273)
winner-5-caption: ಕೆ.ಕಿರಣ್ (883, 662, 902, 669)
panchanga-line-3: ಶ್ರೀ ಶಾರ್ವರಿನಾಮ ಸಂವತ್ಸರ, ದಕ್ಷಿಣಾಯನ, ಶರದೃತು, ಕಾರ್ತಿಕ ಮಾಸ, ಕೃಷ್ಣ ಪಕ್ಷ (367, 1276, 519, 1283)
story-alumni-headline: ನಾಳೆ ಮೈವಿವಿ ಹಿರಿಯ ವಿದ್ಯಾರ್ಥಿಗಳ ಮೂರನೇ ಜಾಗತಿಕ ಸಮಾವೇಶ (31, 292, 277, 306)
swamiji-caption: ಡಿಸೆಂಬರ್ 30ರಂದು ನಿಧನರಾದ ನಿಡುಮಾಮಿಡಿ ಮಠದ ಪೀಠಾಧ್ಯಕ್ಷರಿಗೆ ಭಕ್ತರು ಗೌರವ ಸಮರ್ಪಿಸಿದರು. (824, 744, 924, 769)
obituary-3-photo (222, 1296, 288, 1372)
